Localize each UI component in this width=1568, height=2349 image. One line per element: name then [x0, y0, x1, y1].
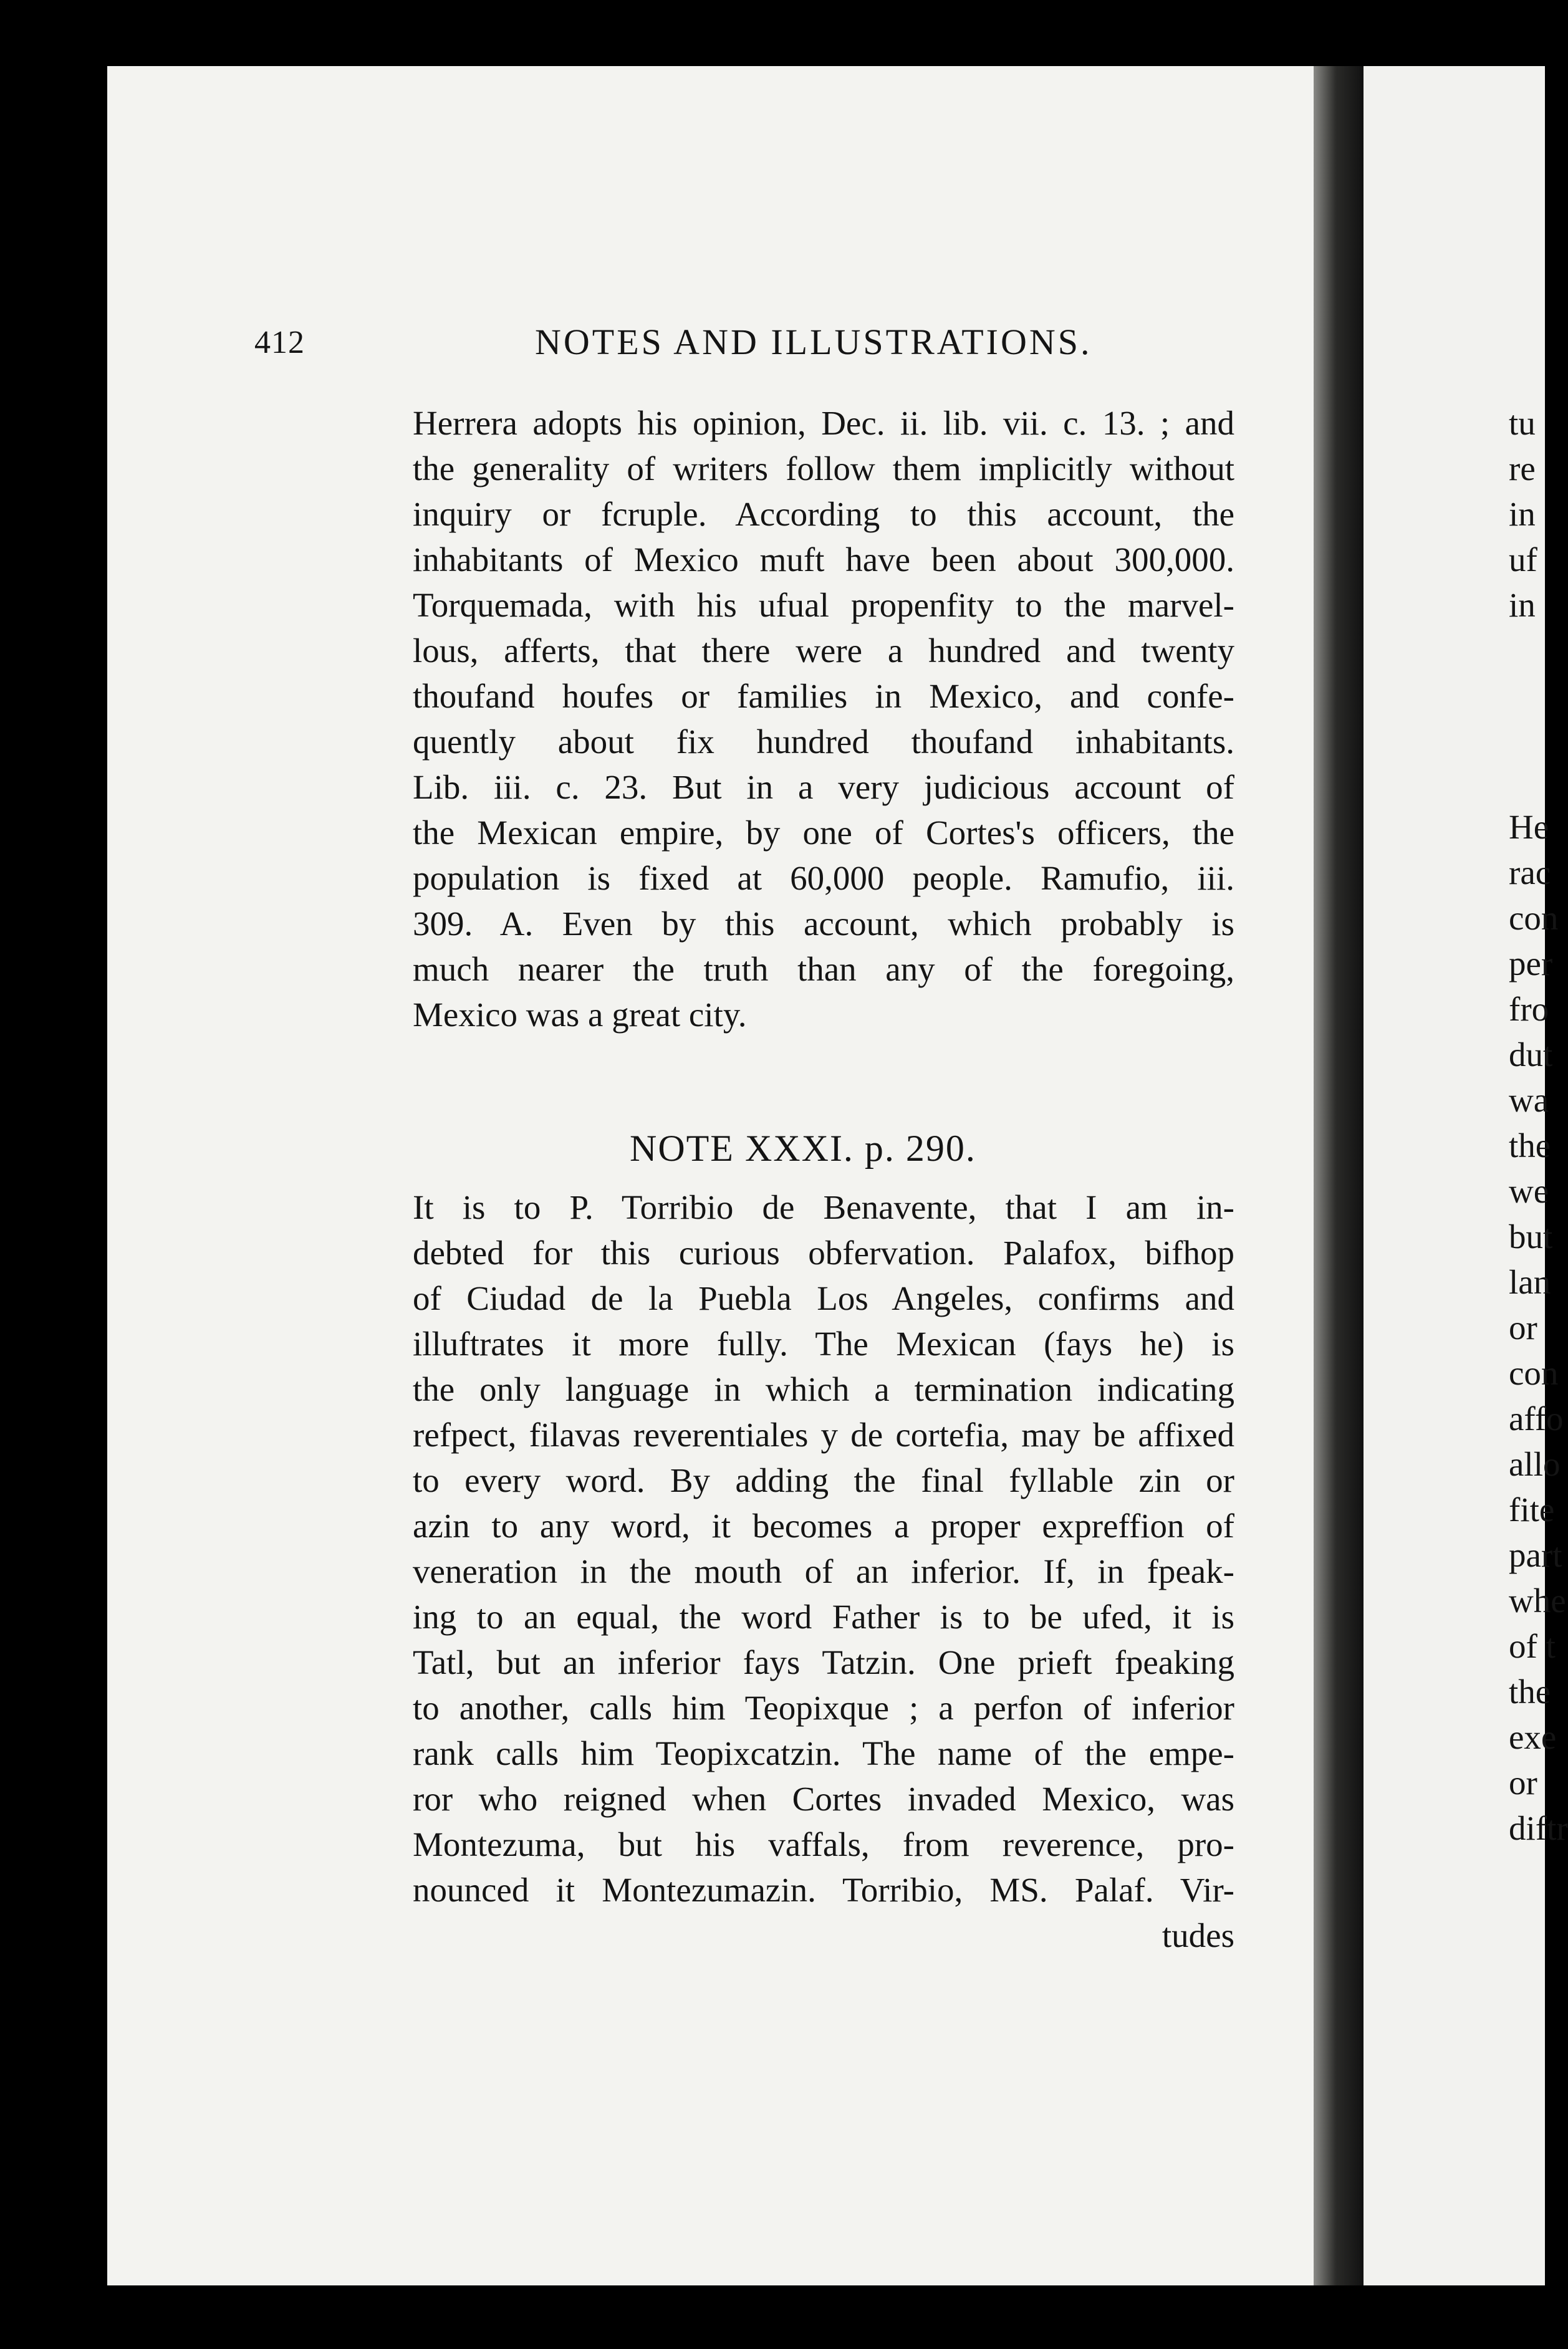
- text-line: the Mexican empire, by one of Cortes's officers, the: [413, 814, 1234, 852]
- text-line: to every word. By adding the final fyllable zin or: [413, 1461, 1234, 1499]
- text-line: ing to an equal, the word Father is to be ufed, it is: [413, 1598, 1234, 1636]
- text-line: debted for this curious obfervation. Palafox, bifhop: [413, 1234, 1234, 1272]
- fragment-line: uf: [1509, 540, 1537, 579]
- fragment-line: wa: [1509, 1081, 1549, 1119]
- fragment-line: diftr: [1509, 1809, 1568, 1847]
- text-line: inquiry or fcruple. According to this account, the: [413, 495, 1234, 533]
- fragment-line: the: [1509, 1126, 1551, 1165]
- fragment-line: of t: [1509, 1627, 1556, 1665]
- fragment-line: per: [1509, 944, 1553, 982]
- text-block-note: [413, 1184, 1234, 1958]
- fragment-line: He: [1509, 808, 1549, 846]
- book-gutter: [1314, 66, 1364, 2285]
- text-line: the generality of writers follow them implicitly without: [413, 449, 1234, 488]
- note-heading: NOTE XXXI. p. 290.: [630, 1128, 976, 1169]
- text-line: of Ciudad de la Puebla Los Angeles, confirms and: [413, 1279, 1234, 1317]
- text-line: Montezuma, but his vaffals, from reverence, pro-: [413, 1825, 1234, 1863]
- fragment-line: con: [1509, 899, 1559, 937]
- fragment-line: tu: [1509, 404, 1536, 442]
- fragment-line: rac: [1509, 853, 1551, 891]
- fragment-line: lan: [1509, 1263, 1551, 1301]
- fragment-line: exe: [1509, 1718, 1557, 1756]
- text-line: azin to any word, it becomes a proper expreffion of: [413, 1507, 1234, 1545]
- text-line: inhabitants of Mexico muft have been about 300,000.: [413, 540, 1234, 579]
- fragment-line: in: [1509, 495, 1536, 533]
- text-line: 309. A. Even by this account, which probably is: [413, 905, 1234, 943]
- fragment-line: affo: [1509, 1400, 1564, 1438]
- text-line: rank calls him Teopixcatzin. The name of the empe-: [413, 1734, 1234, 1772]
- running-head: NOTES AND ILLUSTRATIONS.: [535, 322, 1092, 362]
- page-number: 412: [254, 325, 305, 360]
- text-line: to another, calls him Teopixque ; a perfon of inferior: [413, 1689, 1234, 1727]
- text-line: ror who reigned when Cortes invaded Mexico, was: [413, 1780, 1234, 1818]
- fragment-line: whe: [1509, 1582, 1566, 1620]
- text-line: nounced it Montezumazin. Torribio, MS. Palaf. Vir-: [413, 1871, 1234, 1909]
- fragment-line: con: [1509, 1354, 1559, 1392]
- fragment-line: allo: [1509, 1445, 1561, 1483]
- text-line: Tatl, but an inferior fays Tatzin. One prieft fpeaking: [413, 1643, 1234, 1681]
- text-line: lous, afferts, that there were a hundred and twenty: [413, 632, 1234, 670]
- fragment-line: dut: [1509, 1035, 1553, 1074]
- fragment-line: but: [1509, 1218, 1553, 1256]
- text-line: population is fixed at 60,000 people. Ramufio, iii.: [413, 859, 1234, 897]
- text-line: Herrera adopts his opinion, Dec. ii. lib. vii. c. 13. ; and: [413, 404, 1234, 442]
- fragment-line: fro: [1509, 990, 1549, 1028]
- fragment-line: the: [1509, 1673, 1551, 1711]
- text-line: veneration in the mouth of an inferior. If, in fpeak-: [413, 1552, 1234, 1590]
- fragment-line: fite: [1509, 1491, 1555, 1529]
- fragment-line: re: [1509, 449, 1536, 488]
- fragment-line: part: [1509, 1536, 1562, 1574]
- right-page-fragments-bottom: [1509, 804, 1568, 1851]
- text-line: refpect, filavas reverentiales y de cortefia, may be affixed: [413, 1416, 1234, 1454]
- fragment-line: or: [1509, 1764, 1537, 1802]
- fragment-line: in: [1509, 586, 1536, 624]
- text-line: Mexico was a great city.: [413, 996, 747, 1034]
- text-line: It is to P. Torribio de Benavente, that I am in-: [413, 1188, 1234, 1226]
- catchword: tudes: [1162, 1916, 1234, 1954]
- text-line: much nearer the truth than any of the foregoing,: [413, 950, 1234, 988]
- right-page-fragments-top: [1509, 400, 1545, 628]
- text-line: the only language in which a termination indicating: [413, 1370, 1234, 1408]
- text-line: quently about fix hundred thoufand inhabitants.: [413, 723, 1234, 761]
- text-line: Lib. iii. c. 23. But in a very judicious account of: [413, 768, 1234, 806]
- text-line: Torquemada, with his ufual propenfity to the marvel-: [413, 586, 1234, 624]
- fragment-line: or: [1509, 1309, 1537, 1347]
- text-line: illuftrates it more fully. The Mexican (fays he) is: [413, 1325, 1234, 1363]
- text-line: thoufand houfes or families in Mexico, and confe-: [413, 677, 1234, 715]
- fragment-line: we: [1509, 1172, 1549, 1210]
- text-block-top: [413, 400, 1234, 1037]
